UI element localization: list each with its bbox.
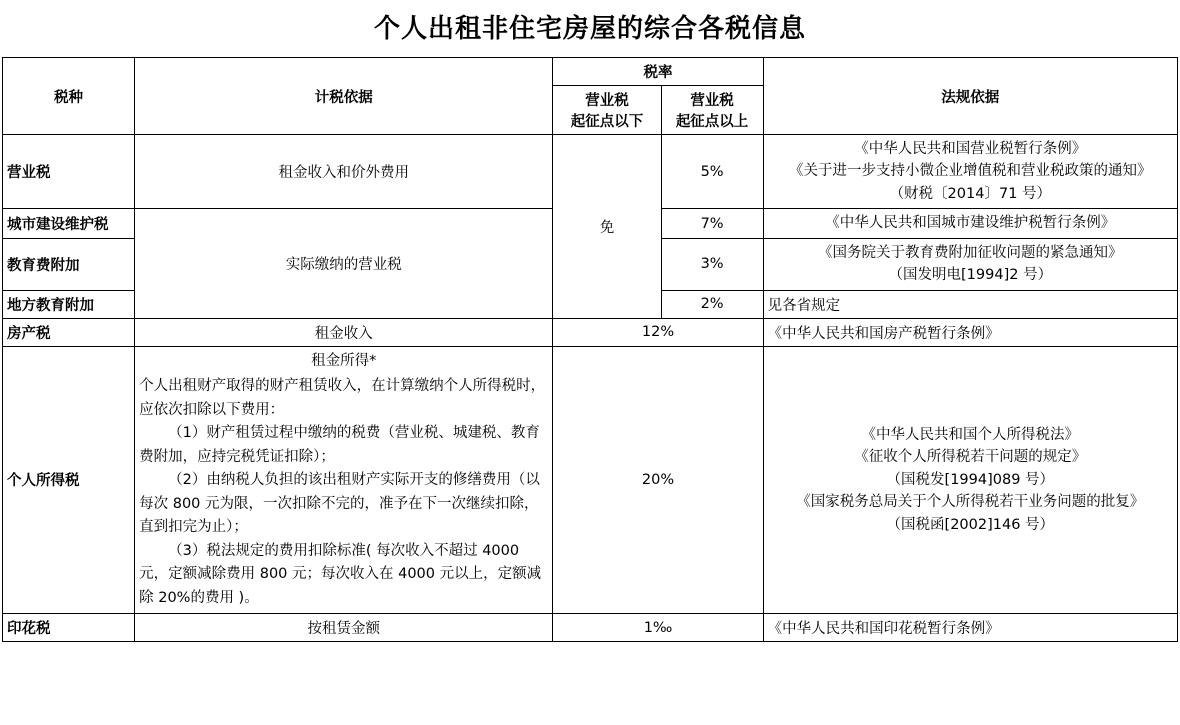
law-line: 《中华人民共和国印花税暂行条例》 [767,621,1000,638]
header-tax-basis: 计税依据 [135,58,553,135]
table-row [3,135,1178,209]
rate-below-threshold-exempt: 免 [553,135,661,319]
law-line: 《国务院关于教育费附加征收问题的紧急通知》 [818,244,1123,261]
rate-above-threshold-city-maintenance-tax: 7% [661,209,763,238]
rate-above-threshold-business-tax: 5% [661,135,763,209]
basis-title: 租金所得* [311,352,377,369]
law-line: 见各省规定 [767,297,841,314]
tax-type-stamp-tax: 印花税 [3,614,135,642]
law-line: 《中华人民共和国个人所得税法》 [861,426,1080,443]
law-line: 《征收个人所得税若干问题的规定》 [854,449,1087,466]
law-line: （国税发[1994]089 号） [886,471,1055,488]
header-tax-type: 税种 [3,58,135,135]
tax-type-individual-income-tax: 个人所得税 [3,346,135,613]
law-basis-local-education-surcharge [763,290,1177,318]
law-line: （国发明电[1994]2 号） [888,267,1053,284]
header-rate-below-threshold [553,86,661,135]
header-rate-group: 税率 [553,58,763,86]
tax-basis-business-tax: 租金收入和价外费用 [135,135,553,209]
law-basis-individual-income-tax [763,346,1177,613]
tax-information-table [2,57,1178,642]
basis-paragraph: （2）由纳税人负担的该出租财产实际开支的修缮费用（以每次 800 元为限，一次扣除不完的，准予在下一次继续扣除，直到扣完为止）； [139,472,540,536]
page-title: 个人出租非住宅房屋的综合各税信息 [373,14,806,44]
law-line: 《中华人民共和国城市建设维护税暂行条例》 [825,215,1116,232]
law-line: 《中华人民共和国房产税暂行条例》 [767,325,1000,342]
header-rate-above-line2: 起征点以上 [675,114,749,130]
law-basis-property-tax [763,318,1177,346]
rate-stamp-tax: 1‰ [553,614,763,642]
header-rate-below-line2: 起征点以下 [570,114,644,130]
header-law-basis: 法规依据 [763,58,1177,135]
law-line: （国税函[2002]146 号） [886,516,1055,533]
tax-basis-stamp-tax: 按租赁金额 [135,614,553,642]
header-rate-below-line1: 营业税 [585,93,629,109]
basis-paragraph: （1）财产租赁过程中缴纳的税费（营业税、城建税、教育费附加，应持完税凭证扣除）； [139,425,540,465]
law-line: 《国家税务总局关于个人所得税若干业务问题的批复》 [796,494,1145,511]
law-basis-business-tax [763,135,1177,209]
law-line: 《中华人民共和国营业税暂行条例》 [854,141,1087,157]
tax-type-local-education-surcharge: 地方教育附加 [3,290,135,318]
table-header-row-1 [3,58,1178,86]
rate-property-tax: 12% [553,318,763,346]
basis-paragraph: 个人出租财产取得的财产租赁收入，在计算缴纳个人所得税时，应依次扣除以下费用： [139,378,546,418]
table-row [3,346,1178,613]
table-row [3,614,1178,642]
tax-type-city-maintenance-tax: 城市建设维护税 [3,209,135,238]
tax-basis-individual-income-tax [135,346,553,613]
law-basis-city-maintenance-tax [763,209,1177,238]
law-basis-stamp-tax [763,614,1177,642]
rate-above-threshold-local-education-surcharge: 2% [661,290,763,318]
law-line: （财税〔2014〕71 号） [889,185,1052,202]
basis-paragraph: （3）税法规定的费用扣除标准( 每次收入不超过 4000 元，定额减除费用 800 元；每次收入在 4000 元以上，定额减除 20%的费用 )。 [139,542,542,606]
tax-basis-actual-business-tax: 实际缴纳的营业税 [135,209,553,318]
tax-type-education-surcharge: 教育费附加 [3,238,135,290]
table-row [3,318,1178,346]
law-basis-education-surcharge [763,238,1177,290]
header-rate-above-threshold [661,86,763,135]
rate-individual-income-tax: 20% [553,346,763,613]
tax-type-business-tax: 营业税 [3,135,135,209]
tax-basis-property-tax: 租金收入 [135,318,553,346]
header-rate-above-line1: 营业税 [690,93,734,109]
tax-type-property-tax: 房产税 [3,318,135,346]
law-line: 《关于进一步支持小微企业增值税和营业税政策的通知》 [789,163,1152,180]
rate-above-threshold-education-surcharge: 3% [661,238,763,290]
